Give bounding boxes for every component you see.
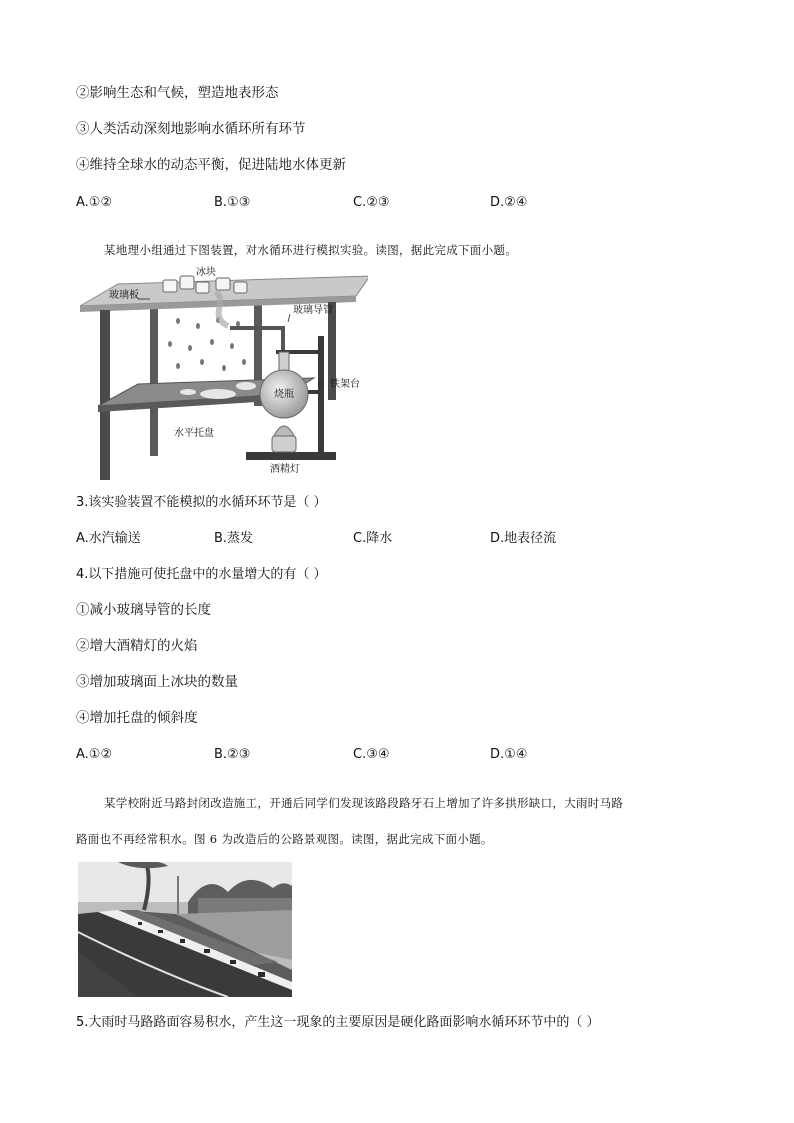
intro-road-line-2: 路面也不再经常积水。图 6 为改造后的公路景观图。读图，据此完成下面小题。 bbox=[76, 832, 493, 846]
question-3-stem: 3.该实验装置不能模拟的水循环环节是（ ） bbox=[76, 495, 327, 510]
label-glass-plate: 玻璃板 bbox=[109, 290, 139, 301]
water-cycle-apparatus-figure bbox=[78, 266, 368, 482]
q4-item-2: ②增大酒精灯的火焰 bbox=[76, 638, 198, 654]
question-4-stem: 4.以下措施可使托盘中的水量增大的有（ ） bbox=[76, 567, 327, 582]
question-5-stem: 5.大雨时马路路面容易积水，产生这一现象的主要原因是硬化路面影响水循环环节中的（ ） bbox=[76, 1015, 600, 1030]
q4-item-3: ③增加玻璃面上冰块的数量 bbox=[76, 674, 238, 690]
q4-option-b: B.②③ bbox=[214, 747, 251, 762]
intro-experiment: 某地理小组通过下图装置，对水循环进行模拟实验。读图，据此完成下面小题。 bbox=[104, 243, 517, 257]
label-flask: 烧瓶 bbox=[274, 389, 294, 400]
road-landscape-photo bbox=[78, 862, 292, 997]
label-glass-tube: 玻璃导管 bbox=[293, 305, 333, 316]
q3-option-b: B.蒸发 bbox=[214, 531, 254, 546]
statement-4: ④维持全球水的动态平衡，促进陆地水体更新 bbox=[76, 157, 346, 173]
statement-2: ②影响生态和气候，塑造地表形态 bbox=[76, 85, 279, 101]
q4-item-1: ①减小玻璃导管的长度 bbox=[76, 602, 211, 618]
q4-option-c: C.③④ bbox=[353, 747, 390, 762]
intro-road-line-1: 某学校附近马路封闭改造施工，开通后同学们发现该路段路牙石上增加了许多拱形缺口，大雨时马路 bbox=[104, 796, 624, 810]
q3-option-d: D.地表径流 bbox=[490, 531, 557, 546]
label-iron-stand: 铁架台 bbox=[330, 379, 360, 390]
q3-option-a: A.水汽输送 bbox=[76, 531, 141, 546]
statement-3: ③人类活动深刻地影响水循环所有环节 bbox=[76, 121, 306, 137]
option-c: C.②③ bbox=[353, 195, 390, 210]
q4-option-a: A.①② bbox=[76, 747, 113, 762]
label-alcohol-lamp: 酒精灯 bbox=[270, 464, 300, 475]
q4-item-4: ④增加托盘的倾斜度 bbox=[76, 710, 198, 726]
label-tray: 水平托盘 bbox=[174, 428, 214, 439]
label-ice: 冰块 bbox=[196, 267, 216, 278]
q3-option-c: C.降水 bbox=[353, 531, 393, 546]
option-a: A.①② bbox=[76, 195, 113, 210]
option-d: D.②④ bbox=[490, 195, 528, 210]
option-b: B.①③ bbox=[214, 195, 251, 210]
q4-option-d: D.①④ bbox=[490, 747, 528, 762]
